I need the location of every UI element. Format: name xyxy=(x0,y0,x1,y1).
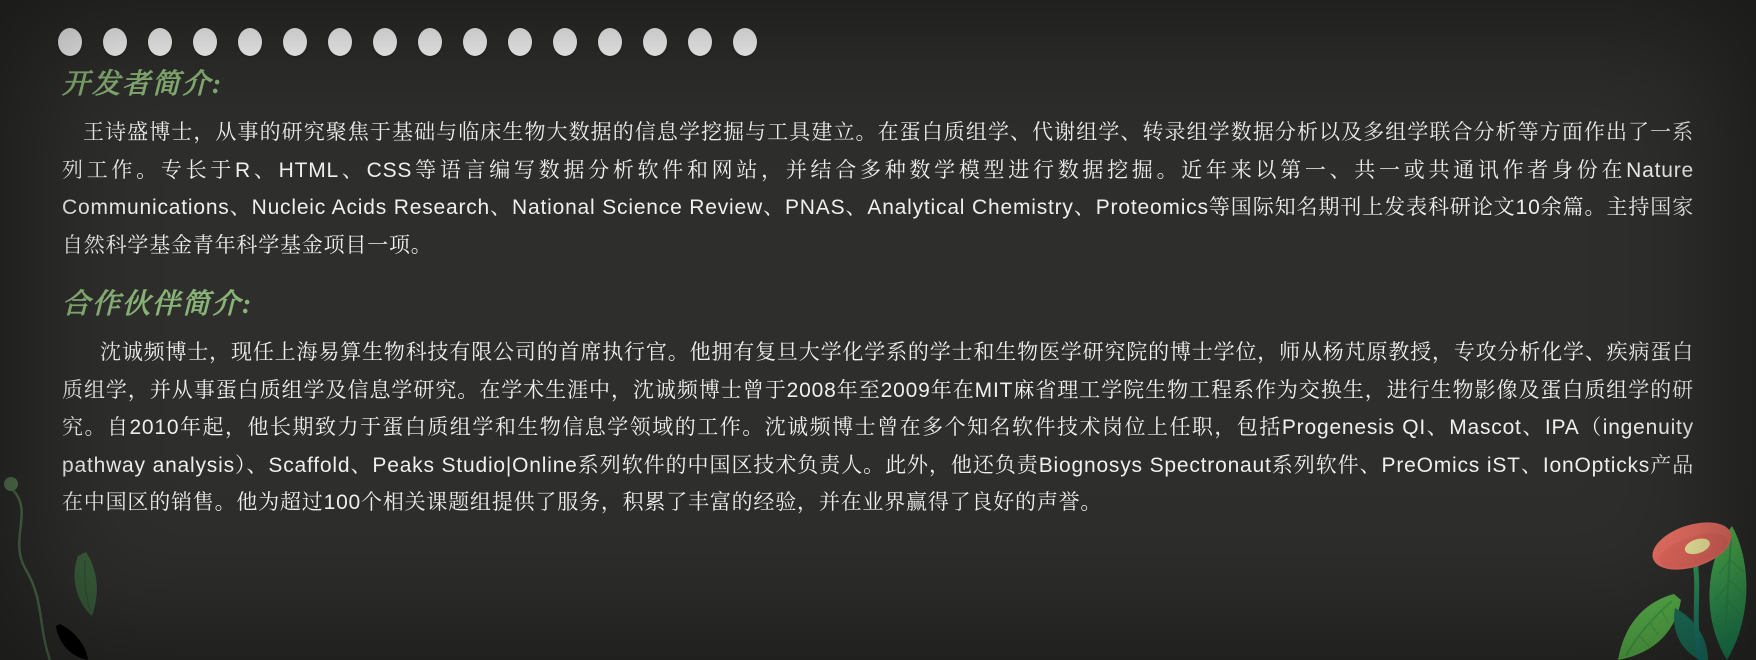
dot xyxy=(733,28,757,56)
dot xyxy=(103,28,127,56)
dot xyxy=(328,28,352,56)
dot xyxy=(193,28,217,56)
partner-section xyxy=(62,288,1694,522)
dot xyxy=(418,28,442,56)
developer-section-body: 王诗盛博士，从事的研究聚焦于基础与临床生物大数据的信息学挖掘与工具建立。在蛋白质组学、代谢组学、转录组学数据分析以及多组学联合分析等方面作出了一系列工作。专长于R、HTML、CSS等语言编写数据分析软件和网站，并结合多种数学模型进行数据挖掘。近年来以第一、共一或共通讯作者身份在Nature Communications、Nucleic Acids Research、National Science Review、PNAS、Analytical Chemistry、Proteomics等国际知名期刊上发表科研论文10余篇。主持国家自然科学基金青年科学基金项目一项。 xyxy=(62,121,1694,257)
dot xyxy=(373,28,397,56)
dot xyxy=(643,28,667,56)
flower-plant-illustration xyxy=(1580,498,1756,660)
punch-hole-dots xyxy=(58,28,757,56)
dot xyxy=(58,28,82,56)
dot xyxy=(508,28,532,56)
partner-section-body: 沈诚频博士，现任上海易算生物科技有限公司的首席执行官。他拥有复旦大学化学系的学士和生物医学研究院的博士学位，师从杨芃原教授，专攻分析化学、疾病蛋白质组学，并从事蛋白质组学及信息学研究。在学术生涯中，沈诚频博士曾于2008年至2009年在MIT麻省理工学院生物工程系作为交换生，进行生物影像及蛋白质组学的研究。自2010年起，他长期致力于蛋白质组学和生物信息学领域的工作。沈诚频博士曾在多个知名软件技术岗位上任职，包括Progenesis QI、Mascot、IPA（ingenuity pathway analysis）、Scaffold、Peaks Studio|Online系列软件的中国区技术负责人。此外，他还负责Biognosys Spectronaut系列软件、PreOmics iST、IonOpticks产品在中国区的销售。他为超过100个相关课题组提供了服务，积累了丰富的经验，并在业界赢得了良好的声誉。 xyxy=(62,341,1694,514)
dot xyxy=(283,28,307,56)
dot xyxy=(148,28,172,56)
developer-section xyxy=(62,68,1694,264)
dot xyxy=(238,28,262,56)
dot xyxy=(688,28,712,56)
dot xyxy=(553,28,577,56)
dot xyxy=(463,28,487,56)
partner-section-heading: 合作伙伴简介: xyxy=(62,289,254,320)
dot xyxy=(598,28,622,56)
content-area xyxy=(62,68,1694,546)
developer-section-heading: 开发者简介: xyxy=(62,69,224,100)
vine-tendril-illustration xyxy=(0,474,112,660)
